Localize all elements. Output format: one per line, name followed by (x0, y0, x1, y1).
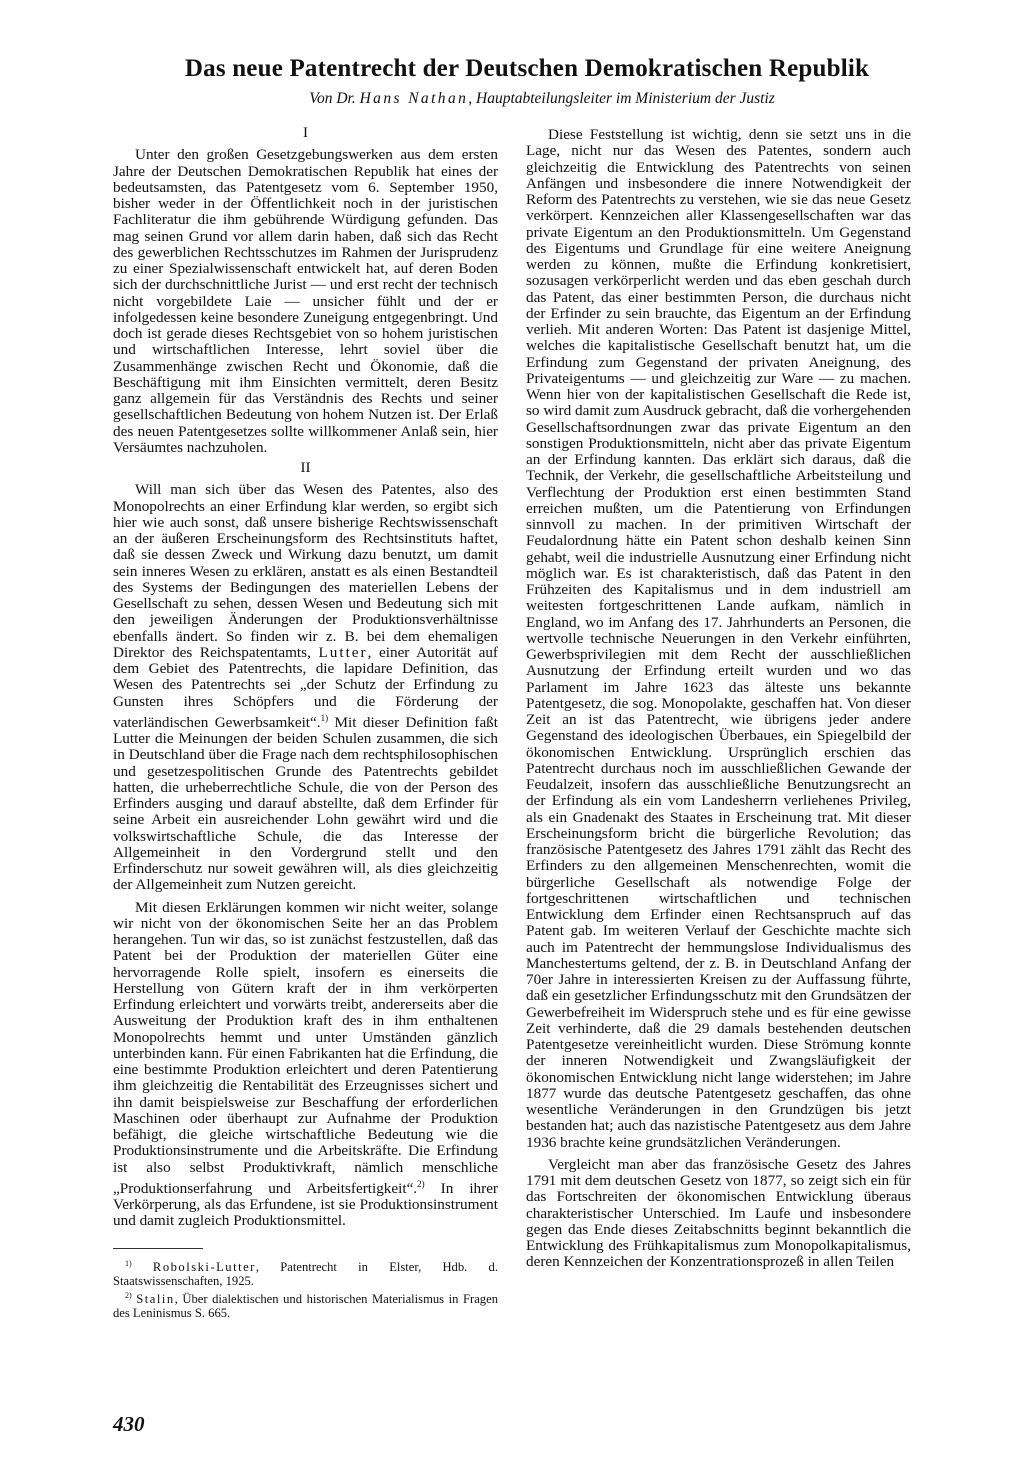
footnote-1-name: Robolski-Lutter (152, 1259, 256, 1274)
footnote-2-name: Stalin (136, 1292, 175, 1306)
footnotes (113, 1257, 498, 1320)
footnote-1-text: , Patentrecht in Elster, Hdb. d. Staatswissenschaften, 1925. (113, 1259, 498, 1288)
byline-suffix: , Hauptabteilungsleiter im Ministerium der Justiz (468, 90, 775, 107)
left-column (113, 125, 498, 1320)
paragraph-1: Unter den großen Gesetzgebungswerken aus dem ersten Jahre der Deutschen Demokratischen Republik hat eines der bedeutsamsten, das Patentgesetz vom 6. September 1950, bisher weder in der Öffentlichkeit noch in der juristischen Fachliteratur die ihm gebührende Würdigung gefunden. Das mag seinen Grund vor allem darin haben, daß sich das Recht des gewerblichen Rechtsschutzes im Rahmen der Jurisprudenz zu einer Spezialwissenschaft entwickelt hat, auf deren Boden sich der durchschnittliche Jurist — und erst recht der technisch nicht vorgebildete Laie — unsicher fühlt und der er infolgedessen keine besondere Zuneigung entgegenbringt. Und doch ist gerade dieses Rechtsgebiet von so hohem juristischen und wirtschaftlichen Interesse, lehrt soviel über die Zusammenhänge zwischen Recht und Ökonomie, daß die Beschäftigung mit ihm Einsichten vermittelt, deren Besitz ganz allgemein für das Verständnis des Rechts und seiner gesellschaftlichen Bedeutung von hohem Nutzen ist. Der Erlaß des neuen Patentgesetzes sollte willkommener Anlaß sein, hier Versäumtes nachzuholen. (113, 146, 498, 456)
right-paragraph-1: Diese Feststellung ist wichtig, denn sie setzt uns in die Lage, nicht nur das Wesen des Patentes, sondern auch gleichzeitig die Entwicklung des Patentrechts von seinen Anfängen und insbesondere die innere Notwendigkeit der Reform des Patentrechts zu verstehen, wie sie das neue Gesetz verkörpert. Kennzeichen aller Klassengesellschaften war das private Eigentum an den Produktionsmitteln. Um Gegenstand des Eigentums und Grundlage für eine weitere Aneignung werden zu können, mußte die Erfindung konkretisiert, sozusagen verkörperlicht werden und das eben geschah durch das Patent, das einer bestimmten Person, die durchaus nicht der Erfinder zu sein brauchte, das Eigentum an der Erfindung verlieh. Mit anderen Worten: Das Patent ist dasjenige Mittel, welches die kapitalistische Gesellschaft benutzt hat, um die Erfindung zum Gegenstand der privaten Aneignung, des Privateigentums — und gleichzeitig zur Ware — zu machen. Wenn hier von der kapitalistischen Gesellschaft die Rede ist, so wird damit zum Ausdruck gebracht, daß die vorhergehenden Gesellschaftsordnungen zwar das private Eigentum an den sonstigen Produktionsmitteln, nicht aber das private Eigentum an der Erfindung kannten. Das erklärt sich daraus, daß die Technik, der Verkehr, die gesellschaftliche Arbeitsteilung und Verflechtung der Produktion erst einen bestimmten Stand erreichen mußten, um die Patentierung von Erfindungen sinnvoll zu machen. In der primitiven Wirtschaft der Feudalordnung hätte ein Patent schon deshalb keinen Sinn gehabt, weil die industrielle Ausnutzung einer Erfindung nicht möglich war. Es ist charakteristisch, daß das Patent in den Frühzeiten des Kapitalismus und in dem industriell am weitesten fortgeschrittenen Lande aufkam, nämlich in England, wo im Anfang des 17. Jahrhunderts an Personen, die wertvolle technische Neuerungen in den Verkehr einführten, Gewerbsprivilegien mit dem Recht der ausschließlichen Ausnutzung der Erfindung erteilt wurden und wo das Parlament im Jahre 1623 das älteste uns bekannte Patentgesetz, die sog. Monopolakte, geschaffen hat. Von dieser Zeit an ist das Patentrecht, wie übrigens jeder andere Gegenstand des ideologischen Überbaues, ein Spiegelbild der ökonomischen Entwicklung. Ursprünglich erschien das Patentrecht durchaus noch im ausschließlichen Gewande der Feudalzeit, insofern das ausschließliche Benutzungsrecht an der Erfindung als ein vom Landesherrn verliehenes Privileg, als ein Gnadenakt des Staates in Erscheinung trat. Mit dieser Erscheinungsform bricht die bürgerliche Revolution; das französische Patentgesetz des Jahres 1791 zählt das Recht des Erfinders zu den allgemeinen Menschenrechten, womit die bürgerliche Gesellschaft als notwendige Folge der fortgeschrittenen wirtschaftlichen und technischen Entwicklung dem Erfinder einen Rechtsanspruch auf das Patent gab. Im weiteren Verlauf der Geschichte machte sich auch im Patentrecht der hemmungslose Individualismus des Manchestertums geltend, der z. B. in Deutschland Anfang der 70er Jahre in interessierten Kreisen zu der Auffassung führte, daß ein gesetzlicher Erfindungsschutz mit den Grundsätzen der Gewerbefreiheit im Widerspruch stehe und es für eine gewisse Zeit verhinderte, daß die 29 damals bestehenden deutschen Patentgesetze vereinheitlicht wurden. Diese Strömung konnte der inneren Notwendigkeit und Zwangsläufigkeit der ökonomischen Entwicklung nicht lange widerstehen; im Jahre 1877 wurde das deutsche Patentgesetz geschaffen, das ohne wesentliche Veränderungen in den Grundzügen bis jetzt bestanden hat; auch das nazistische Patentgesetz aus dem Jahre 1936 brachte keine grundsätzlichen Veränderungen. (526, 126, 911, 1151)
article-title: Das neue Patentrecht der Deutschen Demokratischen Republik (184, 55, 870, 82)
byline-prefix: Von Dr. (309, 90, 360, 107)
article-byline (0, 90, 1024, 108)
footnote-2-text: , Über dialektischen und historischen Materialismus in Fragen des Leninismus S. 665. (113, 1292, 498, 1320)
paragraph-2-part-c: Mit dieser Definition faßt Lutter die Meinungen der beiden Schulen zusammen, die sich in Deutschland über die Frage nach dem rechtsphilosophischen und gesetzespolitischen Grunde des Patentrechts gebildet hatten, die urheberrechtliche Schule, die von der Person des Erfinders ausging und darauf abstellte, daß dem Erfinder für seine Arbeit ein ausreichender Lohn gewährt wird und die volkswirtschaftliche Schule, die das Interesse der Allgemeinheit in den Vordergrund stellt und den Erfinderschutz nur soweit gewähren will, als dies gleichzeitig der Allgemeinheit zum Nutzen gereicht. (113, 713, 498, 894)
footnote-1-mark: 1) (125, 1258, 132, 1268)
footnote-ref-2[interactable]: 2) (417, 1178, 425, 1189)
footnote-divider (113, 1248, 203, 1249)
right-column (526, 127, 911, 1271)
footnote-2-mark: 2) (125, 1290, 132, 1300)
section-heading-1: I (303, 125, 308, 141)
paragraph-2-part-a: Will man sich über das Wesen des Patentes, also des Monopolrechts an einer Erfindung klar werden, so ergibt sich hier wie auch sonst, daß unsere bisherige Rechtswissenschaft an der äußeren Erscheinungsform des Rechtsinstituts haftet, daß sie dessen Zweck und Wirkung dazu benutzt, um damit sein inneres Wesen zu erklären, anstatt es als einen Bestandteil des Systems der Bedingungen des materiellen Lebens der Gesellschaft zu sehen, dessen Wesen und Bedeutung sich mit den jeweiligen Änderungen der Produktionsverhältnisse ebenfalls ändert. So finden wir z. B. bei dem ehemaligen Direktor des Reichspatentamts, (113, 481, 498, 661)
paragraph-3-part-a: Mit diesen Erklärungen kommen wir nicht weiter, solange wir nicht von der ökonomischen Seite her an das Problem herangehen. Tun wir das, so ist zunächst festzustellen, daß das Patent bei der Produktion der materiellen Güter eine hervorragende Rolle spielt, insofern es einerseits die Herstellung von Gütern kraft der in ihm verkörperten Erfindung erleichtert und vorwärts treibt, andererseits aber die Ausweitung der Produktion kraft des in ihm enthaltenen Monopolrechts hemmt und unter Umständen gänzlich unterbinden kann. Für einen Fabrikanten hat die Erfindung, die eine bestimmte Produktion erleichtert und deren Patentierung ihm gleichzeitig die Rentabilität des Erzeugnisses sichert und ihn damit beispielsweise zur Beschaffung der erforderlichen Maschinen oder überhaupt zur Aufnahme der Produktion befähigt, die gleiche wirtschaftliche Bedeutung wie die Produktionsinstrumente und die Arbeitskräfte. Die Erfindung ist also selbst Produktivkraft, nämlich menschliche „Produktionserfahrung und Arbeitsfertigkeit“. (113, 898, 498, 1197)
paragraph-3-part-b: In ihrer Verkörperung, als das Erfundene, ist sie Produktionsinstrument und damit zugleich Produktionsmittel. (113, 1179, 498, 1230)
section-heading-2: II (300, 460, 311, 476)
page-number: 430 (113, 1412, 145, 1436)
author-name-lutter: Lutter (318, 643, 368, 661)
footnote-ref-1[interactable]: 1) (320, 712, 329, 723)
paragraph-2 (113, 482, 498, 893)
footnote-1 (113, 1257, 498, 1288)
paragraph-2-part-b: , einer Autorität auf dem Gebiet des Patentrechts, die lapidare Definition, das Wesen des Patentrechts sei „der Schutz der Erfindung zu Gunsten ihres Schöpfers und die Förderung der vaterländischen Gewerbsamkeit“. (113, 643, 498, 731)
paragraph-3 (113, 900, 498, 1230)
footnote-2 (113, 1289, 498, 1320)
right-paragraph-2: Vergleicht man aber das französische Gesetz des Jahres 1791 mit dem deutschen Gesetz von 1877, so zeigt sich ein für das Fortschreiten der ökonomischen Entwicklung überaus charakteristischer Unterschied. Im Laufe und insbesondere gegen das Ende dieses Zeitabschnitts beginnt bekanntlich die Entwicklung des Frühkapitalismus zum Monopolkapitalismus, deren Kennzeichen der Konzentrationsprozeß in allen Teilen (526, 1155, 911, 1271)
byline-author: Hans Nathan (359, 90, 469, 107)
